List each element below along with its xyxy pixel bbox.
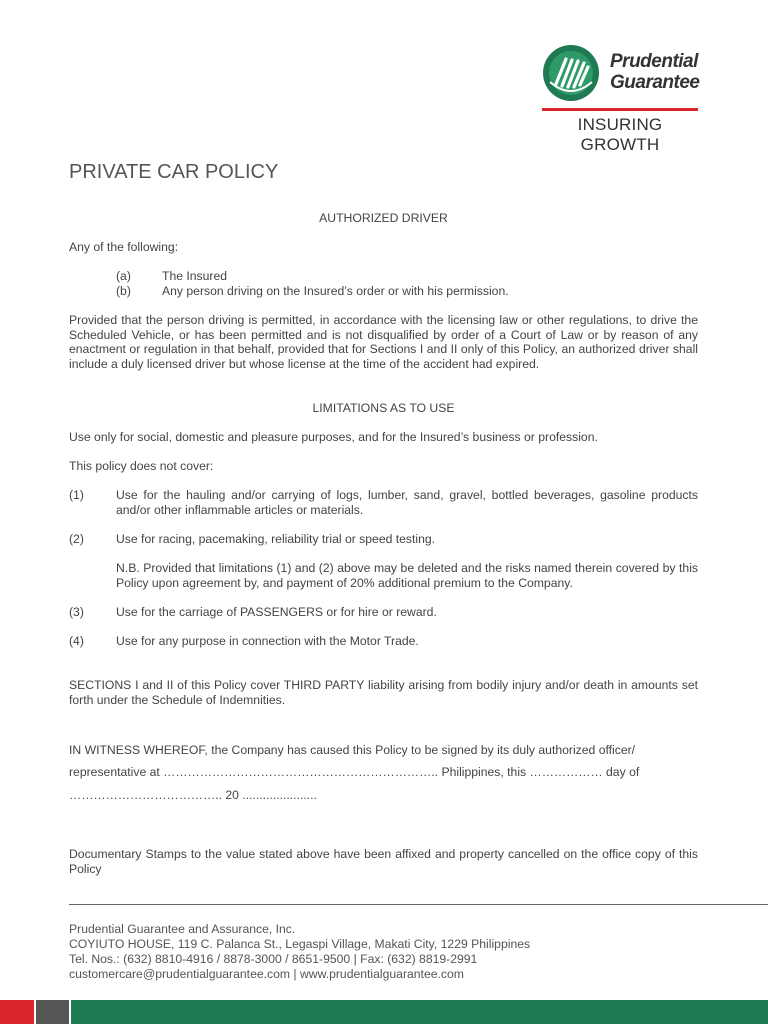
limitation-text: Use for the hauling and/or carrying of logs, lumber, sand, gravel, bottled beverages, gasoline products and/or other inflammable articles or materials. [116, 488, 698, 517]
limitation-number: (2) [69, 532, 84, 546]
limitations-heading: LIMITATIONS AS TO USE [312, 401, 455, 415]
use-only-paragraph: Use only for social, domestic and pleasure purposes, and for the Insured’s business or profession. [69, 430, 598, 444]
logo-tagline: INSURING GROWTH [577, 115, 663, 154]
limitation-text: Use for any purpose in connection with the Motor Trade. [116, 634, 419, 648]
documentary-stamps-paragraph: Documentary Stamps to the value stated above have been affixed and property cancelled on the office copy of this Policy [69, 847, 698, 876]
limitation-number: (3) [69, 605, 84, 619]
driver-item-text: Any person driving on the Insured’s order or with his permission. [162, 284, 509, 298]
footer-phones: Tel. Nos.: (632) 8810-4916 / 8878-3000 / 8651-9500 | Fax: (632) 8819-2991 [69, 952, 478, 966]
sections-paragraph: SECTIONS I and II of this Policy cover THIRD PARTY liability arising from bodily injury and/or death in amounts set forth under the Schedule of Indemnities. [69, 678, 698, 707]
footer-company: Prudential Guarantee and Assurance, Inc. [69, 922, 296, 936]
witness-line-2: representative at ………………………………………………………….. Philippines, this ……………… day of [69, 765, 640, 779]
limitation-text: Use for racing, pacemaking, reliability trial or speed testing. [116, 532, 436, 546]
not-cover-intro: This policy does not cover: [69, 459, 214, 473]
limitation-number: (1) [69, 488, 84, 502]
nb-paragraph: N.B. Provided that limitations (1) and (2) above may be deleted and the risks named therein covered by this Policy upon agreement by, and payment of 20% additional premium to the Company. [116, 561, 698, 590]
authorized-driver-heading: AUTHORIZED DRIVER [319, 211, 448, 225]
footer-web: customercare@prudentialguarantee.com | www.prudentialguarantee.com [69, 967, 464, 981]
logo-divider [542, 108, 698, 111]
bottom-bar-green [71, 1000, 768, 1024]
proviso-paragraph: Provided that the person driving is permitted, in accordance with the licensing law or other regulations, to drive the Scheduled Vehicle, or has been permitted and is not disqualified by order of a Court of Law or by reason of any enactment or regulation in that behalf, provided that for Sections I and II only of this Policy, an authorized driver shall include a duly licensed driver but whose license at the time of the accident had expired. [69, 313, 698, 371]
footer-contact [69, 922, 709, 982]
witness-line-3: ……………………………….. 20 ...................... [69, 788, 317, 802]
logo-line-1: Prudential [610, 51, 698, 72]
logo-line-2: Guarantee [610, 72, 700, 93]
bottom-bar-red [0, 1000, 34, 1024]
driver-item-label: (b) [116, 284, 131, 298]
company-logo-icon [542, 44, 600, 102]
witness-line-1: IN WITNESS WHEREOF, the Company has caused this Policy to be signed by its duly authorized officer/ [69, 743, 636, 757]
company-logo-text [610, 51, 720, 93]
footer-address: COYIUTO HOUSE, 119 C. Palanca St., Legaspi Village, Makati City, 1229 Philippines [69, 937, 531, 951]
bottom-bar-gray [36, 1000, 69, 1024]
footer-divider [69, 904, 768, 905]
driver-item-label: (a) [116, 269, 131, 283]
authorized-driver-intro: Any of the following: [69, 240, 179, 254]
driver-item-text: The Insured [162, 269, 228, 283]
limitation-text: Use for the carriage of PASSENGERS or for hire or reward. [116, 605, 437, 619]
limitation-number: (4) [69, 634, 84, 648]
page-title: PRIVATE CAR POLICY [69, 161, 279, 183]
